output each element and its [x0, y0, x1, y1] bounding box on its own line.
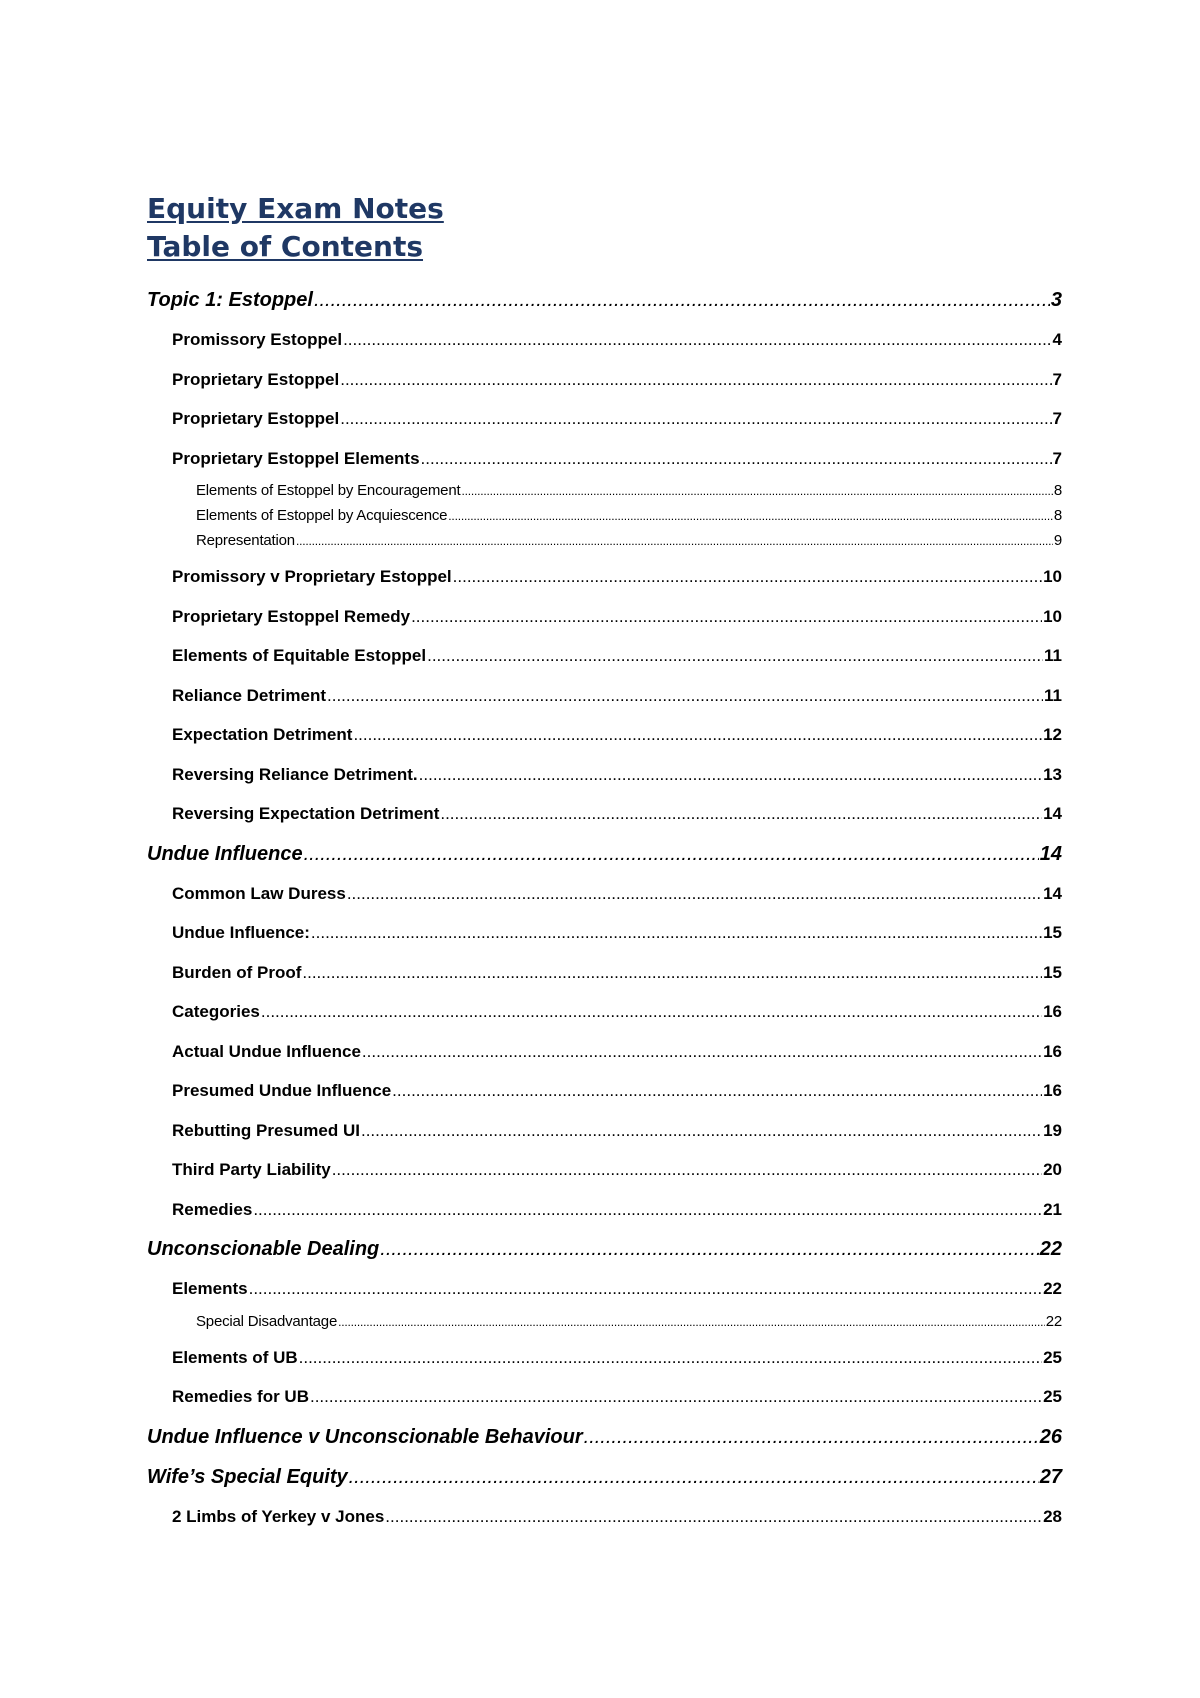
toc-page-number: 10	[1043, 606, 1062, 626]
toc-entry-label: Elements of Estoppel by Encouragement	[196, 482, 461, 499]
toc-dot-leader	[314, 280, 1050, 320]
toc-dot-leader	[302, 953, 1042, 993]
toc-dot-leader	[584, 1417, 1039, 1457]
toc-entry-label: Expectation Detriment	[172, 725, 353, 744]
toc-entry-label: Undue Influence	[147, 842, 303, 865]
toc-entry[interactable]	[147, 439, 1062, 479]
toc-dot-leader	[296, 529, 1053, 554]
document-title: Equity Exam Notes	[147, 192, 444, 225]
toc-dot-leader	[304, 834, 1039, 874]
toc-page-number: 9	[1053, 532, 1062, 549]
toc-dot-leader	[310, 1377, 1042, 1417]
toc-dot-leader	[299, 1338, 1042, 1378]
toc-entry[interactable]	[147, 1309, 1062, 1334]
toc-entry[interactable]	[147, 1497, 1062, 1537]
document-page	[147, 190, 1062, 1536]
toc-entry[interactable]	[147, 913, 1062, 953]
toc-dot-leader	[340, 360, 1051, 400]
toc-entry[interactable]	[147, 953, 1062, 993]
toc-entry[interactable]	[147, 478, 1062, 503]
toc-entry-label: Proprietary Estoppel	[172, 409, 340, 428]
toc-page-number: 25	[1043, 1387, 1062, 1406]
toc-dot-leader	[380, 1229, 1038, 1269]
toc-dot-leader	[353, 715, 1042, 755]
toc-entry-label: Elements of Equitable Estoppel	[172, 646, 427, 665]
toc-entry-label: Remedies for UB	[172, 1387, 309, 1406]
toc-dot-leader	[385, 1497, 1042, 1537]
toc-page-number: 25	[1043, 1347, 1062, 1367]
toc-entry[interactable]	[147, 834, 1062, 874]
toc-entry-label: Elements of UB	[172, 1347, 298, 1367]
toc-page-number: 22	[1043, 1279, 1062, 1298]
toc-entry-label: Proprietary Estoppel Remedy	[172, 606, 411, 626]
toc-page-number: 16	[1043, 1041, 1062, 1061]
toc-dot-leader	[427, 636, 1043, 676]
toc-dot-leader	[347, 874, 1042, 914]
toc-entry[interactable]	[147, 597, 1062, 637]
toc-entry[interactable]	[147, 1111, 1062, 1151]
toc-dot-leader	[340, 399, 1051, 439]
toc-entry-label: Promissory v Proprietary Estoppel	[172, 567, 452, 586]
toc-entry-label: Proprietary Estoppel	[172, 369, 340, 389]
toc-page-number: 10	[1043, 567, 1062, 586]
toc-entry-label: Actual Undue Influence	[172, 1041, 361, 1061]
toc-page-number: 15	[1043, 962, 1062, 982]
toc-page-number: 28	[1043, 1506, 1062, 1526]
toc-dot-leader	[332, 1150, 1042, 1190]
toc-dot-leader	[343, 320, 1051, 360]
toc-dot-leader	[392, 1071, 1042, 1111]
toc-entry[interactable]	[147, 360, 1062, 400]
toc-entry[interactable]	[147, 1338, 1062, 1378]
toc-page-number: 7	[1052, 409, 1062, 428]
toc-entry-label: Undue Influence:	[172, 923, 310, 942]
toc-entry[interactable]	[147, 874, 1062, 914]
toc-entry[interactable]	[147, 992, 1062, 1032]
toc-dot-leader	[249, 1269, 1042, 1309]
toc-page-number: 7	[1052, 369, 1062, 389]
toc-entry[interactable]	[147, 676, 1062, 716]
toc-page-number: 7	[1052, 448, 1062, 468]
toc-page-number: 14	[1039, 842, 1062, 865]
toc-page-number: 4	[1052, 330, 1062, 349]
toc-entry[interactable]	[147, 1457, 1062, 1497]
toc-entry[interactable]	[147, 280, 1062, 320]
toc-entry-label: Reversing Expectation Detriment	[172, 804, 440, 823]
toc-dot-leader	[349, 1457, 1039, 1497]
toc-entry-label: Burden of Proof	[172, 962, 302, 982]
toc-dot-leader	[448, 504, 1053, 529]
toc-entry[interactable]	[147, 557, 1062, 597]
toc-entry[interactable]	[147, 1377, 1062, 1417]
toc-entry-label: Wife’s Special Equity	[147, 1465, 348, 1488]
toc-entry-label: Rebutting Presumed UI	[172, 1120, 360, 1140]
toc-entry-label: Elements	[172, 1279, 248, 1298]
toc-dot-leader	[411, 597, 1042, 637]
toc-dot-leader	[419, 755, 1042, 795]
toc-entry-label: Categories	[172, 1002, 260, 1021]
toc-page-number: 13	[1043, 764, 1062, 784]
toc-entry-label: Undue Influence v Unconscionable Behaviour	[147, 1425, 583, 1448]
toc-page-number: 3	[1050, 289, 1062, 311]
toc-dot-leader	[311, 913, 1042, 953]
toc-entry[interactable]	[147, 1071, 1062, 1111]
toc-entry-label: Representation	[196, 532, 295, 549]
toc-entry-label: Topic 1: Estoppel	[147, 289, 313, 311]
toc-page-number: 14	[1043, 804, 1062, 823]
toc-entry[interactable]	[147, 320, 1062, 360]
toc-page-number: 14	[1043, 883, 1062, 903]
toc-page-number: 12	[1043, 725, 1062, 744]
toc-page-number: 11	[1044, 646, 1062, 665]
toc-entry[interactable]	[147, 399, 1062, 439]
toc-entry-label: Elements of Estoppel by Acquiescence	[196, 507, 448, 524]
toc-dot-leader	[253, 1190, 1042, 1230]
toc-entry[interactable]	[147, 755, 1062, 795]
toc-page-number: 8	[1053, 507, 1062, 524]
toc-dot-leader	[453, 557, 1042, 597]
toc-page-number: 11	[1044, 685, 1062, 705]
toc-entry-label: Remedies	[172, 1199, 253, 1219]
toc-dot-leader	[327, 676, 1043, 716]
toc-page-number: 22	[1039, 1238, 1062, 1260]
toc-dot-leader	[362, 1032, 1042, 1072]
toc-entry[interactable]	[147, 1269, 1062, 1309]
toc-entry-label: Common Law Duress	[172, 883, 346, 903]
toc-entry[interactable]	[147, 1229, 1062, 1269]
toc-entry-label: Unconscionable Dealing	[147, 1238, 380, 1260]
toc-dot-leader	[461, 479, 1052, 504]
toc-entry-label: Special Disadvantage	[196, 1312, 338, 1330]
table-of-contents	[147, 280, 1062, 1536]
toc-entry[interactable]	[147, 503, 1062, 528]
toc-entry-label: Reliance Detriment	[172, 685, 326, 705]
toc-entry[interactable]	[147, 1190, 1062, 1230]
toc-entry[interactable]	[147, 715, 1062, 755]
toc-heading: Table of Contents	[147, 230, 424, 263]
toc-page-number: 26	[1039, 1425, 1062, 1448]
toc-dot-leader	[440, 794, 1042, 834]
toc-dot-leader	[361, 1111, 1042, 1151]
toc-entry-label: 2 Limbs of Yerkey v Jones	[172, 1506, 385, 1526]
toc-page-number: 22	[1045, 1312, 1062, 1330]
toc-dot-leader	[338, 1310, 1045, 1335]
toc-page-number: 27	[1039, 1465, 1062, 1488]
toc-entry[interactable]	[147, 636, 1062, 676]
toc-entry-label: Presumed Undue Influence	[172, 1081, 392, 1100]
toc-entry-label: Reversing Reliance Detriment.	[172, 764, 418, 784]
toc-entry-label: Proprietary Estoppel Elements	[172, 448, 420, 468]
toc-entry-label: Third Party Liability	[172, 1160, 331, 1179]
toc-page-number: 19	[1043, 1120, 1062, 1140]
toc-page-number: 21	[1043, 1199, 1062, 1219]
toc-dot-leader	[421, 439, 1052, 479]
toc-entry[interactable]	[147, 528, 1062, 553]
toc-page-number: 8	[1053, 482, 1062, 499]
toc-entry[interactable]	[147, 1417, 1062, 1457]
toc-entry[interactable]	[147, 1150, 1062, 1190]
toc-page-number: 16	[1043, 1002, 1062, 1021]
toc-entry[interactable]	[147, 1032, 1062, 1072]
toc-page-number: 16	[1043, 1081, 1062, 1100]
toc-entry-label: Promissory Estoppel	[172, 330, 343, 349]
toc-dot-leader	[261, 992, 1042, 1032]
toc-page-number: 15	[1043, 923, 1062, 942]
toc-entry[interactable]	[147, 794, 1062, 834]
toc-page-number: 20	[1043, 1160, 1062, 1179]
